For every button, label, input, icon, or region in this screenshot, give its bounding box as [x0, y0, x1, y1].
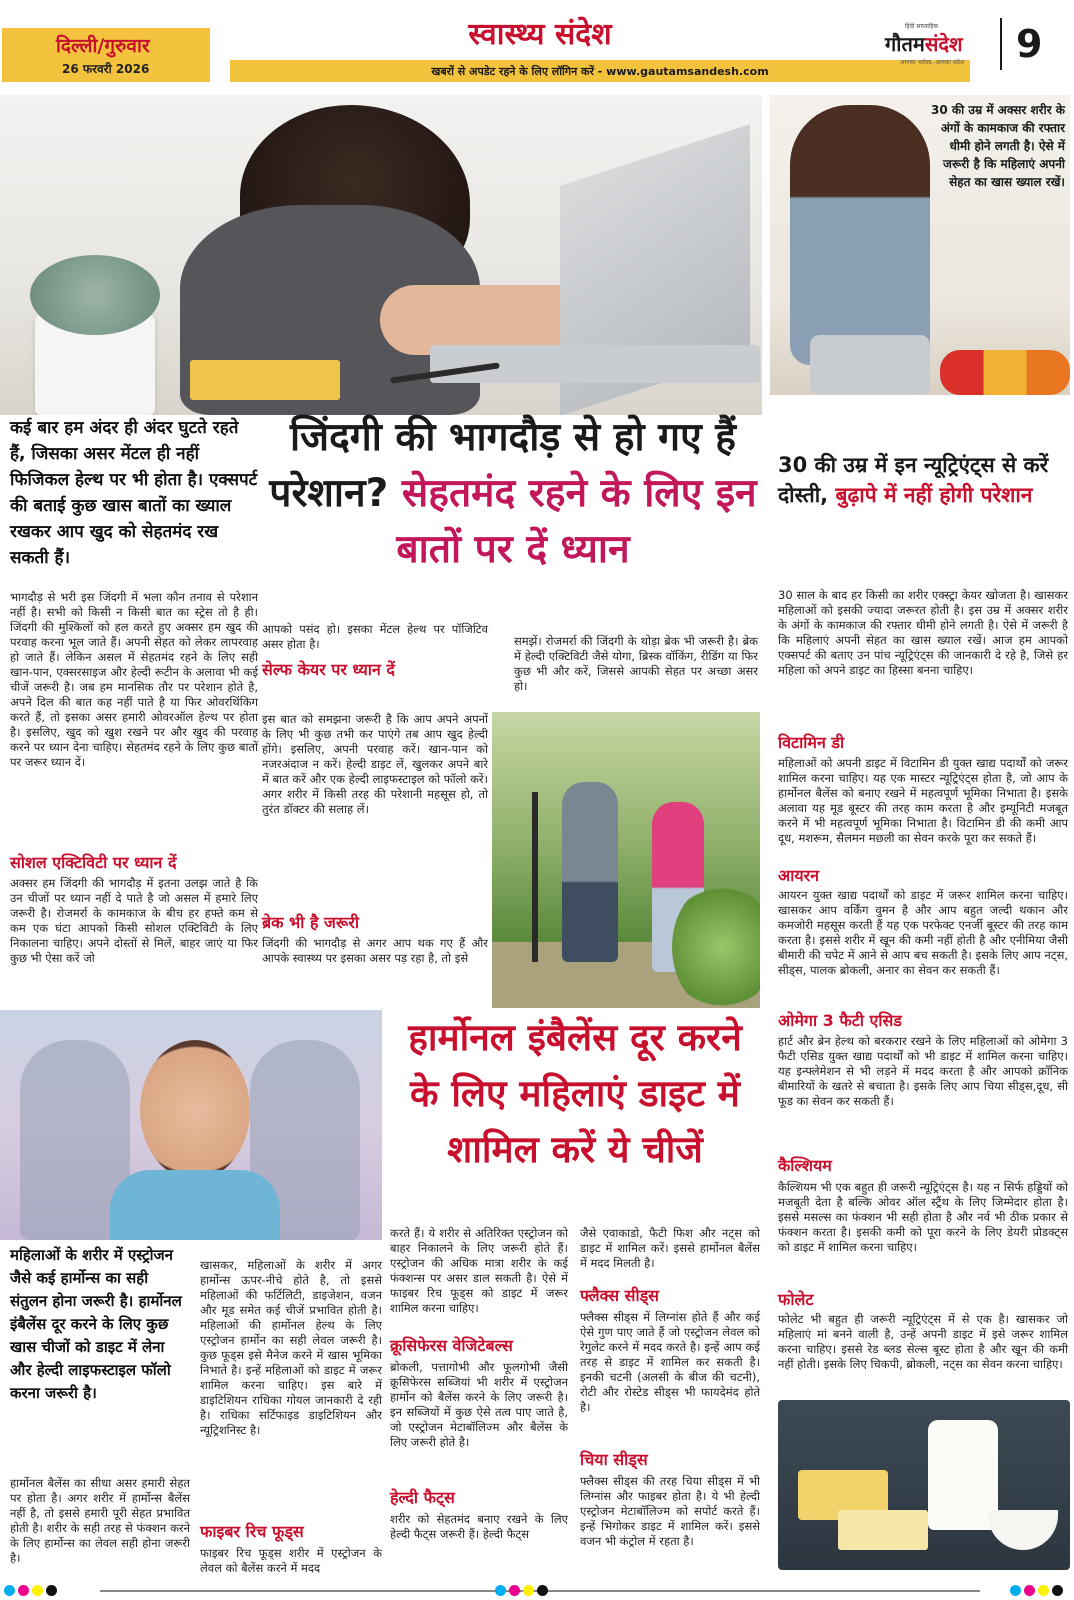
- woman-face: [140, 1040, 250, 1180]
- magenta-mark: [1024, 1585, 1035, 1596]
- story3-intro: महिलाओं के शरीर में एस्ट्रोजन जैसे कई हार्मोन्स का सही संतुलन होना जरूरी है। हार्मोनल इंबैलेंस दूर करने के लिए कुछ खास चीजों को डाइट में लेना और हेल्दी लाइफस्टाइल फॉलो करना जरूरी है।: [10, 1246, 182, 1402]
- cooking-pot: [810, 335, 930, 395]
- story1-intro: कई बार हम अंदर ही अंदर घुटते रहते हैं, जिसका असर मेंटल ही नहीं फिजिकल हेल्थ पर भी होता है। एक्सपर्ट की बताई कुछ खास बातों का ख्याल रखकर आप खुद को सेहतमंद रख सकती हैं।: [10, 418, 258, 568]
- story1-headline-part2: सेहतमंद रहने के लिए इन बातों पर दें ध्यान: [396, 471, 757, 572]
- story1-selfcare-text: इस बात को समझना जरूरी है कि आप अपने अपनों के लिए भी कुछ तभी कर पाएंगे तब आप खुद हेल्दी होंगे। इसलिए, अपनी परवाह करें। खान-पान को नजरअंदाज न करें। हेल्दी डाइट लें, खुलकर अपने बारे में बात करें और एक हेल्दी लाइफस्टाइल को फॉलो करें। अगर शरीर में किसी तरह की परेशानी महसूस हो, तो तुरंत डॉक्टर की सलाह लें।: [262, 712, 488, 816]
- woman-shirt: [110, 1170, 280, 1240]
- subhead-break: ब्रेक भी है जरूरी: [262, 913, 360, 932]
- date-box: [2, 28, 210, 82]
- couple-jogging-photo: [492, 712, 760, 1008]
- story3-fats-text: शरीर को सेहतमंद बनाए रखने के लिए हेल्दी फैट्स जरूरी हैं। हेल्दी फैट्स: [390, 1512, 568, 1541]
- story3-col2-text: खासकर, महिलाओं के शरीर में अगर हार्मोन्स ऊपर-नीचे होते है, तो इससे महिलाओं की फर्टिलिटी, डाइजेशन, वजन और मूड समेत कई चीजें प्रभावित होती है। महिलाओं की हार्मोनल हेल्थ के लिए एस्ट्रोजन हार्मोन का सही लेवल जरूरी है। कुछ फूड्स इसे मैनेज करने में खास भूमिका निभाते है। इन्हें महिलाओं को डाइट में जरूर शामिल करना चाहिए। इस बारे में डाइटिशियन राधिका गोयल जानकारी दे रही है। राधिका सर्टिफाइड डाइटिशियन और न्यूट्रिशनिस्ट है।: [200, 1258, 382, 1437]
- subhead-vitamin-d: विटामिन डी: [778, 733, 845, 752]
- story3-col4-top: जैसे एवाकाडो, फैटी फिश और नट्स को डाइट में शामिल करें। इससे हार्मोनल बैलेंस में मदद मिलती है।: [580, 1226, 760, 1270]
- tagline[interactable]: खबरों से अपडेट रहने के लिए लॉगिन करें - www.gautamsandesh.com: [431, 65, 769, 78]
- story3-flax-text: फ्लैक्स सीड्स में लिग्नांस होते हैं और कई ऐसे गुण पाए जाते हैं जो एस्ट्रोजन लेवल को रेगुलेट करने में मदद करते है। इन्हें आप कई तरह से डाइट में शामिल कर सकती है। इनकी चटनी (अलसी के बीज की चटनी), रोटी और रोस्टेड सीड्स भी फायदेमंद होते है।: [580, 1310, 760, 1414]
- subhead-healthy-fats: हेल्दी फैट्स: [390, 1488, 455, 1507]
- brand-logo-left: गौतम: [885, 32, 925, 56]
- page-number: 9: [1016, 22, 1043, 66]
- subhead-flax-seeds: फ्लैक्स सीड्स: [580, 1286, 659, 1305]
- subhead-cruciferous: क्रूसिफेरस वेजिटेबल्स: [390, 1336, 513, 1355]
- bell-peppers: [940, 350, 1070, 395]
- story2-headline: [778, 450, 1068, 510]
- story3-fiber-text: फाइबर रिच फूड्स शरीर में एस्ट्रोजन के लेवल को बैलेंस करने में मदद: [200, 1546, 382, 1575]
- magenta-mark: [18, 1585, 29, 1596]
- story3-cruci-text: ब्रोकली, पत्तागोभी और फूलगोभी जैसी क्रूसिफेरस सब्जियां भी शरीर में एस्ट्रोजन हार्मोन को बैलेंस करने के लिए जरूरी है। इन सब्जियों में कुछ ऐसे तत्व पाए जाते है, जो एस्ट्रोजन मेटाबॉलिज्म और बैलेंस के लिए जरूरी होते है।: [390, 1360, 568, 1449]
- story1-col3-top: समझें। रोजमर्रा की जिंदगी के थोड़ा ब्रेक भी जरूरी है। ब्रेक में हेल्दी एक्टिविटी जैसे योगा, ब्रिस्क वॉकिंग, रीडिंग या फिर कुछ भी और करें, जिससे आपकी सेहत पर अच्छा असर हो।: [514, 634, 758, 693]
- subhead-self-care: सेल्फ केयर पर ध्यान दें: [262, 660, 395, 679]
- brand-logo-right: संदेश: [924, 32, 963, 56]
- brand-slogan: आपका भरोसा, आपका संदेश: [900, 59, 965, 66]
- city-day: दिल्ली/गुरुवार: [56, 35, 150, 57]
- story1-break-text: जिंदगी की भागदौड़ से अगर आप थक गए हैं और आपके स्वास्थ्य पर इसका असर पड़ रहा है, तो इसे: [262, 936, 488, 965]
- subhead-folate: फोलेट: [778, 1290, 814, 1309]
- yogurt-bowl: [988, 1510, 1058, 1550]
- story2-calcium-text: कैल्शियम भी एक बहुत ही जरूरी न्यूट्रिएंट्स है। यह न सिर्फ हड्डियों को मजबूती देता है बल्कि ओवर ऑल स्ट्रैंथ के लिए जिम्मेदार होता है। इससे मसल्स का फंक्शन भी सही होता है और नर्व भी ठीक प्रकार से फंक्शन करता है। इसकी कमी को पूरा करने के लिए डेयरी प्रोडक्ट्स को डाइट में शामिल करना चाहिए।: [778, 1180, 1068, 1254]
- masthead-divider: [1000, 18, 1002, 70]
- registration-marks-left: [4, 1585, 57, 1596]
- story2-omega-text: हार्ट और ब्रेन हेल्थ को बरकरार रखने के लिए महिलाओं को ओमेगा 3 फैटी एसिड युक्त खाद्य पदार्थों को भी डाइट में शामिल करना चाहिए। यह इन्फ्लेमेशन से भी लड़ने में मदद करता है और आपको क्रॉनिक बीमारियों के खतरे से बचाता है। इसके लिए आप चिया सीड्स,दूध, सी फूड का सेवन कर सकती हैं।: [778, 1034, 1068, 1108]
- story2-headline-part1: 30 की उम्र में इन न्यूट्रिएंट्स से करें दोस्ती,: [778, 453, 1049, 507]
- story1-social-text: अक्सर हम जिंदगी की भागदौड़ में इतना उलझ जाते है कि उन चीजों पर ध्यान नहीं दे पाते है जो असल में हमारे लिए जरूरी है। रोजमर्रा के कामकाज के बीच हर हफ्ते कम से कम एक घंटा आपको किसी सोशल एक्टिविटी के लिए निकालना चाहिए। अपने दोस्तों से मिलें, बाहर जाएं या फिर कुछ भी ऐसा करें जो: [10, 876, 258, 965]
- yellow-mark: [1038, 1585, 1049, 1596]
- subhead-iron: आयरन: [778, 866, 820, 885]
- black-mark: [1052, 1585, 1063, 1596]
- cyan-mark: [1010, 1585, 1021, 1596]
- registration-marks-center: [495, 1585, 548, 1596]
- story2-intro: 30 साल के बाद हर किसी का शरीर एक्स्ट्रा केयर खोजता है। खासकर महिलाओं को इसकी ज्यादा जरूरत होती है। इस उम्र में अक्सर शरीर के अंगों के कामकाज की रफ्तार धीमी होने लगती है। ऐसे में जरूरी है कि महिलाएं अपनी सेहत का खास ख्याल रखें। आज हम आपको एक्सपर्ट की बताए उन पांच न्यूट्रिएंट्स की जानकारी दे रहे है, जिसे हर महिला को अपने डाइट का हिस्सा बनना चाहिए।: [778, 588, 1068, 677]
- story3-headline: हार्मोनल इंबैलेंस दूर करने के लिए महिलाएं डाइट में शामिल करें ये चीजें: [408, 1016, 742, 1171]
- subhead-omega3: ओमेगा 3 फैटी एसिड: [778, 1011, 902, 1030]
- subhead-fiber-rich: फाइबर रिच फूड्स: [200, 1522, 304, 1541]
- story2-iron-text: आयरन युक्त खाद्य पदार्थों को डाइट में जरूर शामिल करना चाहिए। खासकर आप वर्किंग वुमन है और आप बहुत जल्दी थकान और कमजोरी महसूस करती हैं यह एक परफेक्ट एनर्जी बूस्टर की तरह काम करता है। इससे शरीर में खून की कमी नहीं होती है और एनीमिया जैसी बीमारी की चपेट में आने से आप बच सकती है। इसके लिए आप नट्स, सीड्स, पालक ब्रोकली, अनार का सेवन कर सकती हैं।: [778, 888, 1068, 977]
- story2-folate-text: फोलेट भी बहुत ही जरूरी न्यूट्रिएंट्स में से एक है। खासकर जो महिलाएं मां बनने वाली है, उन्हें अपनी डाइट में इसे जरूर शामिल करना चाहिए। इससे रेड ब्लड सेल्स बूस्ट होता है और खून की कमी नहीं होती। इसके लिए चिकपी, ब्रोकली, नट्स का सेवन करना चाहिए।: [778, 1312, 1068, 1371]
- registration-marks-right: [1010, 1585, 1063, 1596]
- story3-chia-text: फ्लैक्स सीड्स की तरह चिया सीड्स में भी लिग्नांस और फाइबर होता है। ये भी हेल्दी एस्ट्रोजन मेटाबॉलिज्म को सपोर्ट करते हैं। इन्हें भिगोकर डाइट में शामिल करें। इससे वजन भी कंट्रोल में रहता है।: [580, 1474, 760, 1548]
- story1-headline-part1: जिंदगी की भागदौड़ से हो गए हैं परेशान?: [269, 415, 736, 516]
- subhead-calcium: कैल्शियम: [778, 1156, 832, 1175]
- butter-block: [838, 1510, 928, 1550]
- cyan-mark: [4, 1585, 15, 1596]
- woman-smiling: [790, 105, 930, 365]
- story1-col1-text: भागदौड़ से भरी इस जिंदगी में भला कौन तनाव से परेशान नहीं है। सभी को किसी न किसी बात का स्ट्रेस तो है ही। जिंदगी की मुश्किलों को हल करते हुए अक्सर हम खुद की परवाह करना भूल जाते हैं। अपनी सेहत को लेकर लापरवाह हो जाते हैं। लेकिन असल में सेहतमंद रहने के लिए सही खान-पान, एक्सरसाइज और हेल्दी रूटीन के अलावा भी कई चीजें जरूरी है। जब हम मानसिक तौर पर परेशान होते है, अपने दिल की बात कह नहीं पाते है या फिर ओवरथिंकिग करते हैं, तो इसका असर हमारी ओवरऑल हेल्थ पर होता है। इसलिए, खुद को खुश रखने पर और खुद की परवाह करने पर ध्यान देना चाहिए। सेहतमंद रहने के लिए कुछ बातों पर जरूर ध्यान दें।: [10, 590, 258, 769]
- story1-headline: [268, 410, 758, 578]
- story3-col3-top: करते हैं। ये शरीर से अतिरिक्त एस्ट्रोजन को बाहर निकालने के लिए जरूरी होते हैं। एस्ट्रोजन की अधिक मात्रा शरीर के कई फंक्शन्स पर असर डाल सकती है। ऐसे में फाइबर रिच फूड्स को डाइट में जरूर शामिल करना चाहिए।: [390, 1226, 568, 1315]
- black-mark: [46, 1585, 57, 1596]
- masthead: [0, 0, 1074, 90]
- story3-col1-text: हार्मोनल बैलेंस का सीधा असर हमारी सेहत पर होता है। अगर शरीर में हार्मोन्स बैलेंस नहीं है, तो इससे हमारी पूरी सेहत प्रभावित होती है। शरीर के सही तरह से फंक्शन करने के लिए हार्मोन्स का लेवल सही होना जरूरी है।: [10, 1476, 190, 1565]
- lamp-post: [532, 792, 538, 962]
- woman-with-vegetables-photo: [770, 95, 1070, 395]
- story2-headline-part2: बुढ़ापे में नहीं होगी परेशान: [835, 483, 1033, 507]
- subhead-social-activity: सोशल एक्टिविटी पर ध्यान दें: [10, 853, 177, 872]
- yellow-mark: [523, 1585, 534, 1596]
- subhead-chia-seeds: चिया सीड्स: [580, 1450, 648, 1469]
- stressed-woman-photo: [0, 95, 762, 415]
- tagline-bar: [230, 60, 970, 82]
- issue-date: 26 फरवरी 2026: [62, 62, 150, 76]
- man-jogger: [562, 782, 618, 962]
- succulent-plant: [30, 255, 160, 335]
- story1-col2-top: आपको पसंद हो। इसका मेंटल हेल्थ पर पॉजिटिव असर होता है।: [262, 622, 488, 651]
- brand-small: हिंदी साप्ताहिक: [905, 23, 939, 30]
- yellow-mark: [32, 1585, 43, 1596]
- photo-caption: 30 की उम्र में अक्सर शरीर के अंगों के कामकाज की रफ्तार धीमी होने लगती है। ऐसे में जरूरी है कि महिलाएं अपनी सेहत का खास ख्याल रखें।: [931, 103, 1065, 189]
- dairy-products-photo: [778, 1400, 1070, 1570]
- stressed-woman-hands-photo: [0, 1010, 382, 1240]
- section-title: स्वास्थ्य संदेश: [468, 17, 612, 52]
- foreground-leaves: [672, 882, 760, 1008]
- black-mark: [537, 1585, 548, 1596]
- magenta-mark: [509, 1585, 520, 1596]
- brand-logo: [885, 30, 963, 57]
- story2-vitd-text: महिलाओं को अपनी डाइट में विटामिन डी युक्त खाद्य पदार्थों को जरूर शामिल करना चाहिए। यह एक मास्टर न्यूट्रिएंट्स होता है, जो आप के हार्मोनल बैलेंस को बनाए रखने में महत्वपूर्ण भूमिका निभाता है। इसके अलावा यह मूड बूस्टर की तरह काम करता है और इम्यूनिटी मजबूत करने में भी महत्वपूर्ण भूमिका निभाता है। विटामिन डी की कमी आप दूध, मशरूम, सैलमन मछली का सेवन करके पूरा कर सकते हैं।: [778, 756, 1068, 845]
- cyan-mark: [495, 1585, 506, 1596]
- notebook: [190, 360, 340, 400]
